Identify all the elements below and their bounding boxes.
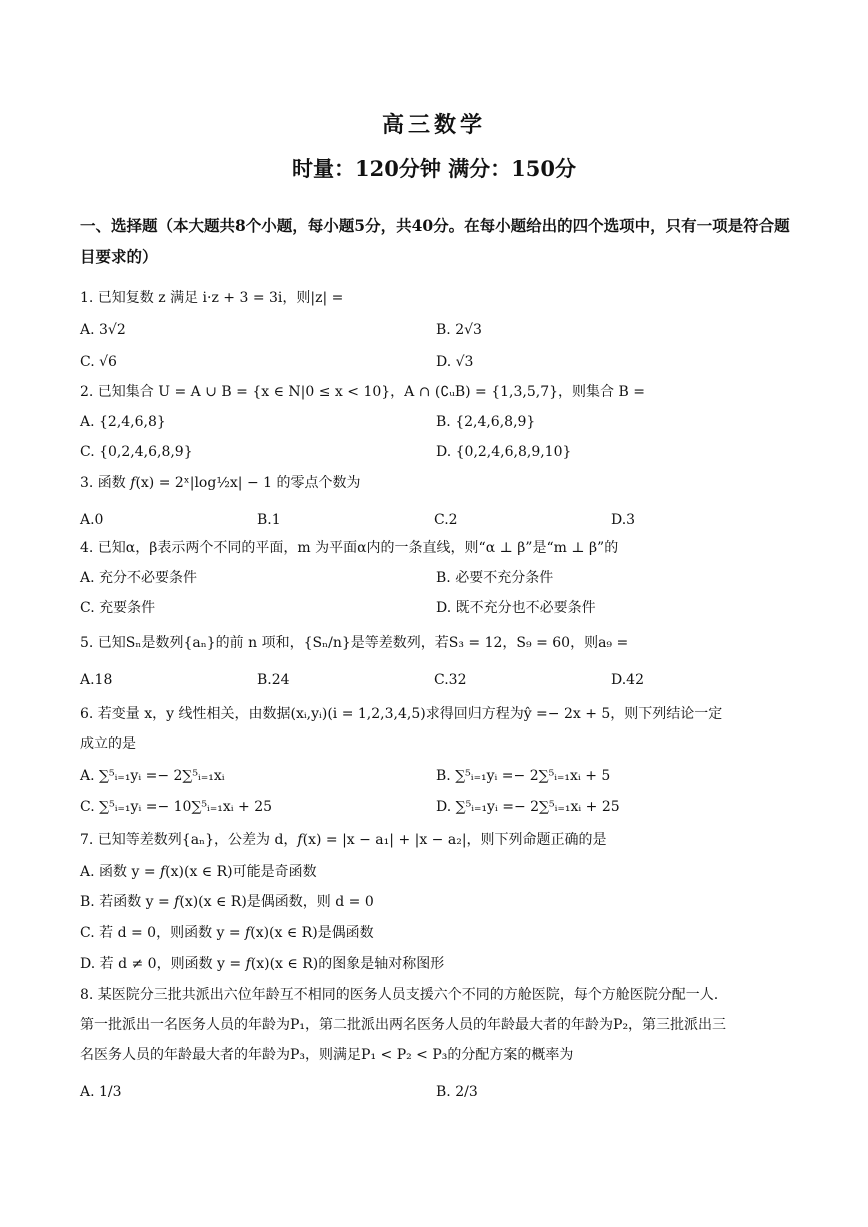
question-2-option-a: A. {2,4,6,8} xyxy=(80,414,166,430)
question-2-option-c: C. {0,2,4,6,8,9} xyxy=(80,444,193,460)
question-7-option-c: C. 若 d = 0，则函数 y = 𝑓(x)(x ∈ R)是偶函数 xyxy=(80,925,374,941)
section-heading: 一、选择题（本大题共8个小题，每小题5分，共40分。在每小题给出的四个选项中，只有一项是符合题目要求的） xyxy=(80,216,790,266)
question-6-option-a: A. ∑⁵ᵢ₌₁yᵢ =− 2∑⁵ᵢ₌₁xᵢ xyxy=(80,768,225,784)
question-5-option-d: D.42 xyxy=(611,672,644,688)
question-2-option-d: D. {0,2,4,6,8,9,10} xyxy=(436,444,572,460)
question-6-stem-line-2: 成立的是 xyxy=(80,736,136,752)
question-8-option-b: B. 2/3 xyxy=(436,1084,478,1100)
question-7-option-d: D. 若 d ≠ 0，则函数 y = 𝑓(x)(x ∈ R)的图象是轴对称图形 xyxy=(80,956,445,972)
question-8-stem-line-3: 名医务人员的年龄最大者的年龄为P₃，则满足P₁ < P₂ < P₃的分配方案的概率为 xyxy=(80,1047,574,1063)
question-4-option-d: D. 既不充分也不必要条件 xyxy=(436,600,596,616)
question-6-stem-line-1: 6. 若变量 x，y 线性相关，由数据(xᵢ,yᵢ)(i = 1,2,3,4,5)求得回归方程为ŷ =− 2x + 5，则下列结论一定 xyxy=(80,706,723,722)
question-4-stem: 4. 已知α，β表示两个不同的平面，m 为平面α内的一条直线，则“α ⊥ β”是“m ⊥ β”的 xyxy=(80,540,619,556)
question-3-stem: 3. 函数 𝑓(x) = 2ˣ|log½x| − 1 的零点个数为 xyxy=(80,475,361,491)
question-3-option-b: B.1 xyxy=(257,512,281,528)
question-6-option-b: B. ∑⁵ᵢ₌₁yᵢ =− 2∑⁵ᵢ₌₁xᵢ + 5 xyxy=(436,768,611,784)
question-5-option-c: C.32 xyxy=(434,672,467,688)
question-7-option-a: A. 函数 y = 𝑓(x)(x ∈ R)可能是奇函数 xyxy=(80,864,317,880)
page-subtitle: 时量：120分钟 满分：150分 xyxy=(292,156,576,181)
question-1-option-b: B. 2√3 xyxy=(436,322,482,338)
question-8-stem-line-1: 8. 某医院分三批共派出六位年龄互不相同的医务人员支援六个不同的方舱医院，每个方舱医院分配一人. xyxy=(80,987,719,1003)
question-4-option-b: B. 必要不充分条件 xyxy=(436,570,554,586)
question-1-option-c: C. √6 xyxy=(80,354,117,370)
question-1-stem: 1. 已知复数 z 满足 i·z + 3 = 3i，则|z| = xyxy=(80,290,344,306)
question-1-option-a: A. 3√2 xyxy=(80,322,126,338)
question-3-option-d: D.3 xyxy=(611,512,636,528)
question-8-option-a: A. 1/3 xyxy=(80,1084,122,1100)
question-5-option-b: B.24 xyxy=(257,672,290,688)
question-5-option-a: A.18 xyxy=(80,672,113,688)
question-5-stem: 5. 已知Sₙ是数列{aₙ}的前 n 项和，{Sₙ/n}是等差数列，若S₃ = 12，S₉ = 60，则a₉ = xyxy=(80,635,629,651)
question-2-stem: 2. 已知集合 U = A ∪ B = {x ∈ N|0 ≤ x < 10}，A ∩ (∁ᵤB) = {1,3,5,7}，则集合 B = xyxy=(80,384,645,400)
question-8-stem-line-2: 第一批派出一名医务人员的年龄为P₁，第二批派出两名医务人员的年龄最大者的年龄为P₂，第三批派出三 xyxy=(80,1017,727,1033)
question-4-option-a: A. 充分不必要条件 xyxy=(80,570,198,586)
question-7-stem: 7. 已知等差数列{aₙ}，公差为 d，𝑓(x) = |x − a₁| + |x − a₂|，则下列命题正确的是 xyxy=(80,832,607,848)
question-6-option-d: D. ∑⁵ᵢ₌₁yᵢ =− 2∑⁵ᵢ₌₁xᵢ + 25 xyxy=(436,799,620,815)
question-6-option-c: C. ∑⁵ᵢ₌₁yᵢ =− 10∑⁵ᵢ₌₁xᵢ + 25 xyxy=(80,799,273,815)
question-1-option-d: D. √3 xyxy=(436,354,474,370)
page-title: 高三数学 xyxy=(381,112,486,138)
question-7-option-b: B. 若函数 y = 𝑓(x)(x ∈ R)是偶函数，则 d = 0 xyxy=(80,894,374,910)
question-3-option-a: A.0 xyxy=(80,512,104,528)
question-2-option-b: B. {2,4,6,8,9} xyxy=(436,414,536,430)
question-3-option-c: C.2 xyxy=(434,512,458,528)
question-4-option-c: C. 充要条件 xyxy=(80,600,156,616)
